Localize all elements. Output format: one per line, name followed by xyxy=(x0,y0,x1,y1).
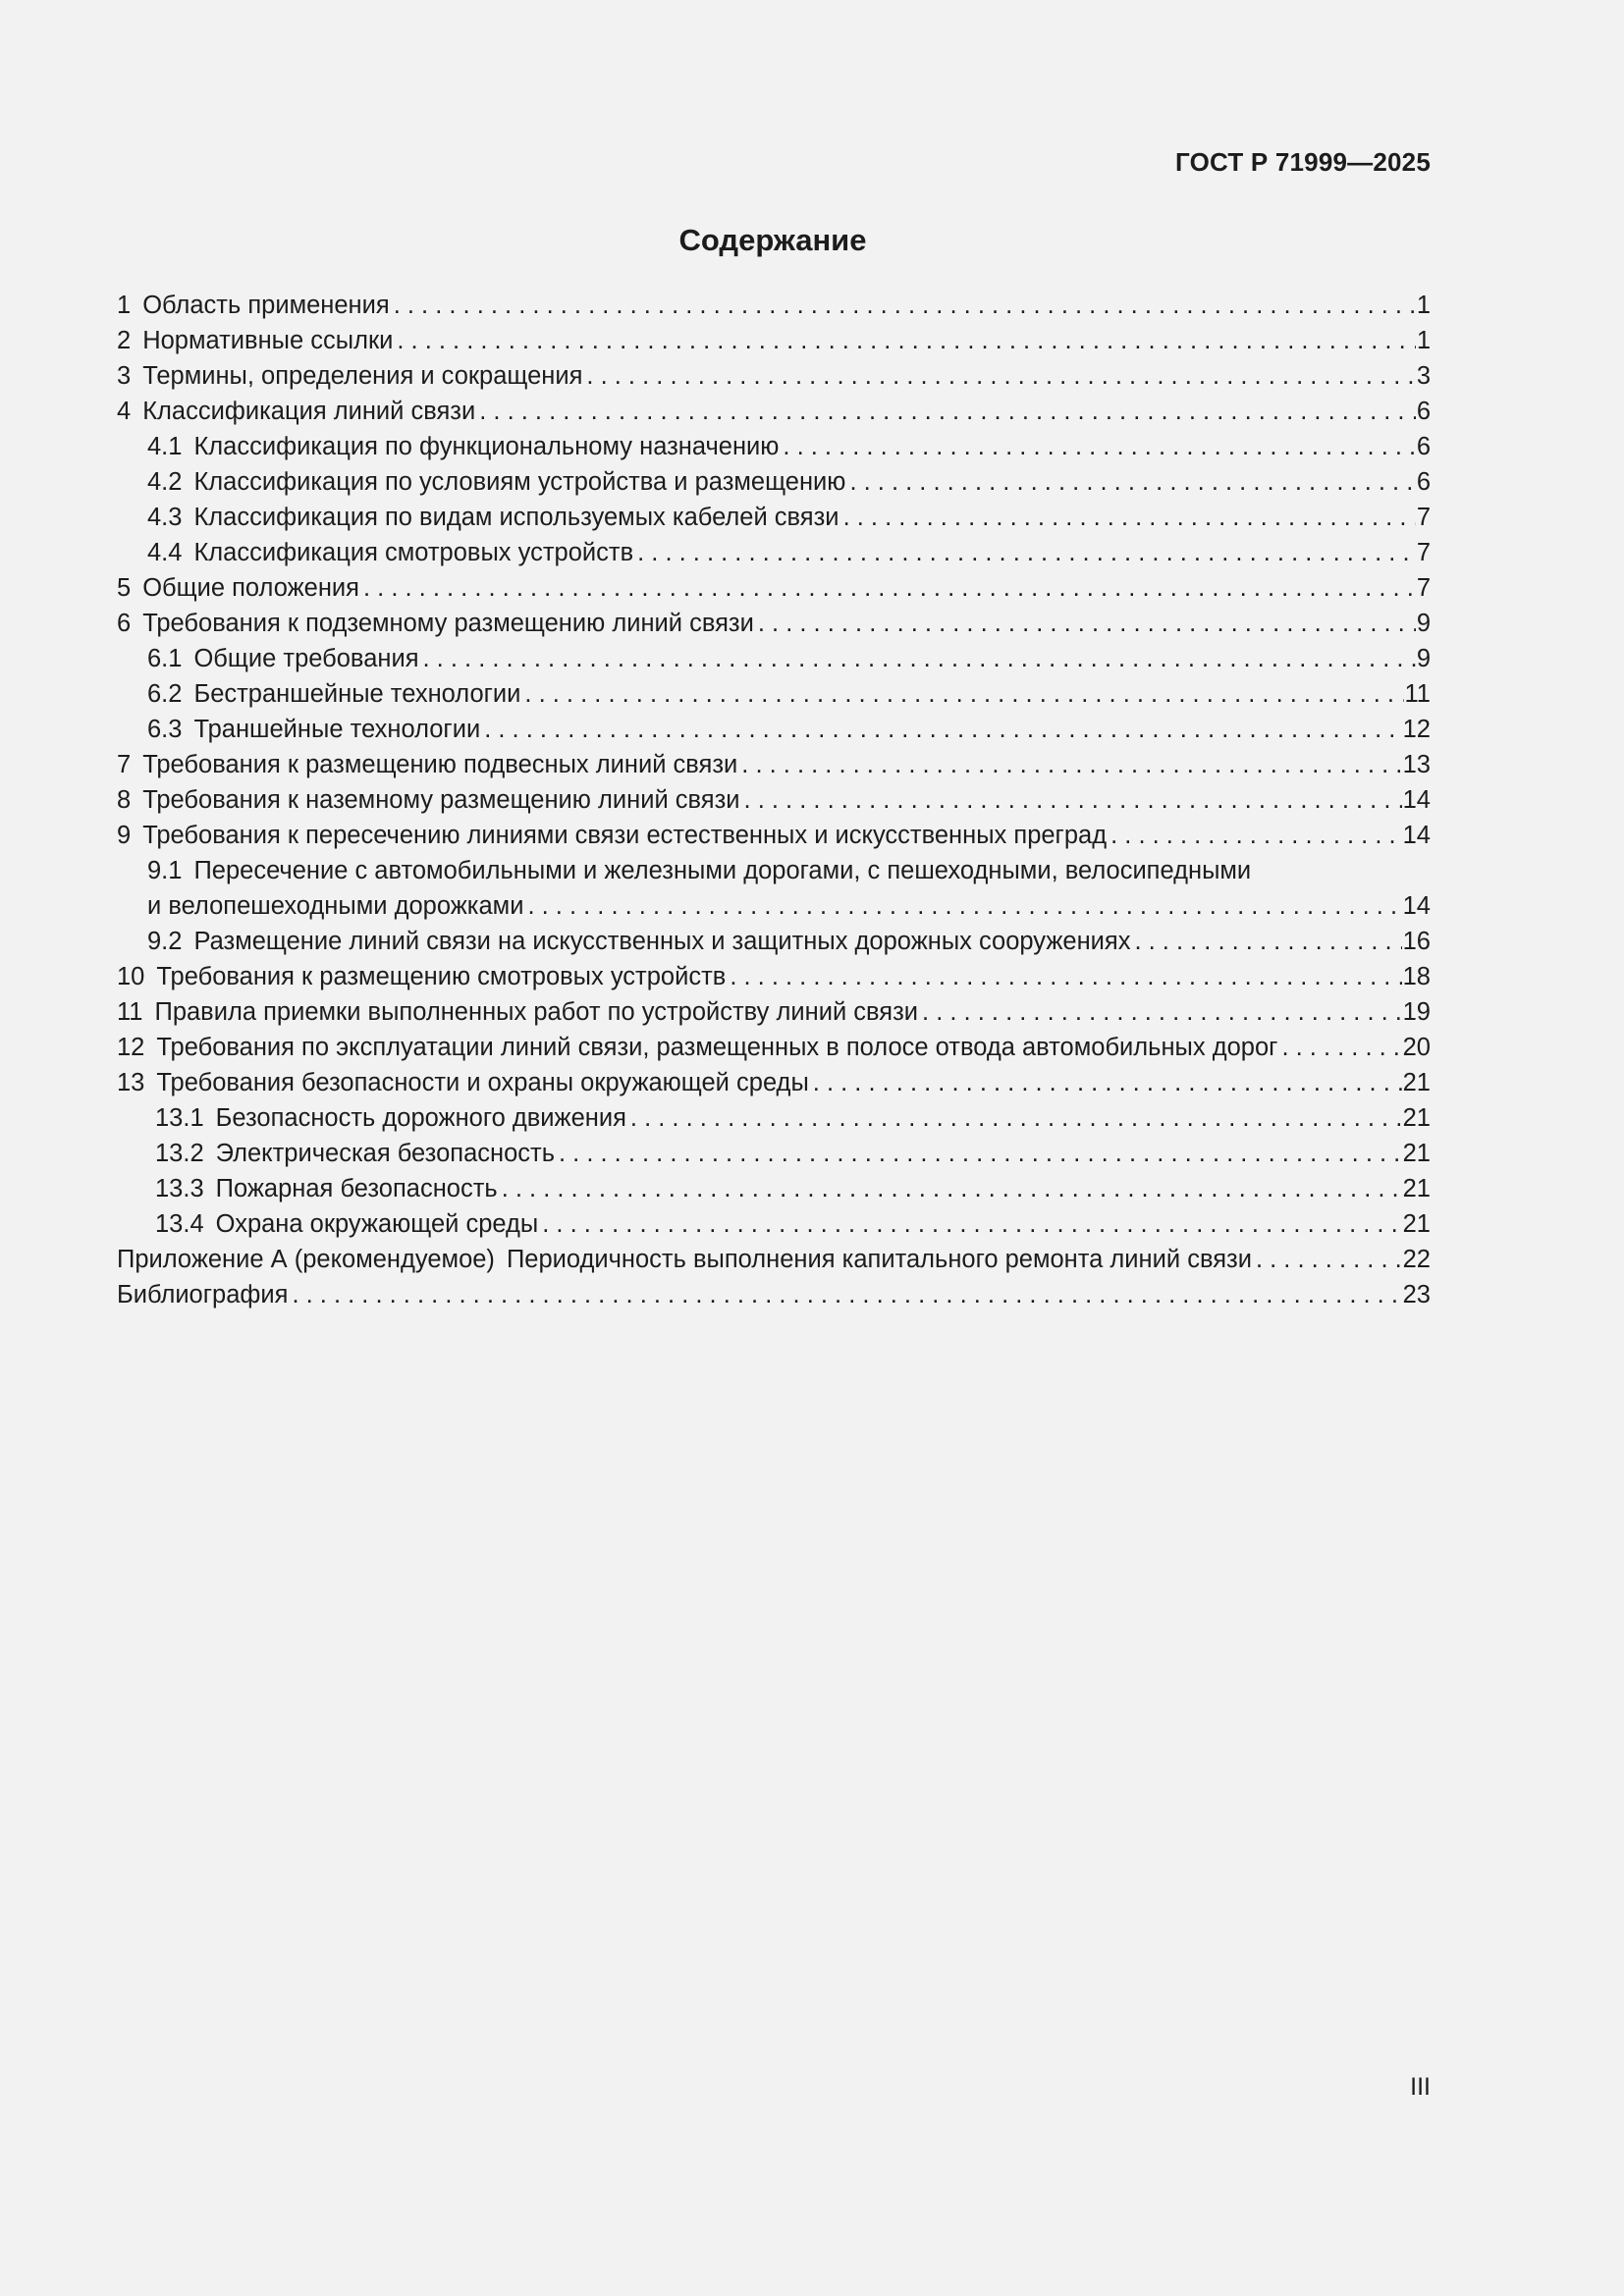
toc-item-4-4[interactable]: 4.4 Классификация смотровых устройств . . . 7 xyxy=(117,535,1431,570)
toc-item-13[interactable]: 13 Требования безопасности и охраны окружающей среды . . . 21 xyxy=(117,1065,1431,1100)
toc-item-1[interactable]: 1 Область применения . . . 1 xyxy=(117,288,1431,323)
page-number: III xyxy=(1410,2073,1431,2101)
toc-item-5[interactable]: 5 Общие положения . . . 7 xyxy=(117,570,1431,606)
toc-item-7[interactable]: 7 Требования к размещению подвесных линий связи . . . 13 xyxy=(117,747,1431,782)
toc-item-13-4[interactable]: 13.4 Охрана окружающей среды . . . 21 xyxy=(117,1206,1431,1242)
toc-item-10[interactable]: 10 Требования к размещению смотровых устройств . . . 18 xyxy=(117,959,1431,994)
toc-item-13-1[interactable]: 13.1 Безопасность дорожного движения . . . 21 xyxy=(117,1100,1431,1136)
toc-item-6[interactable]: 6 Требования к подземному размещению линий связи . . . 9 xyxy=(117,606,1431,641)
toc-item-4-2[interactable]: 4.2 Классификация по условиям устройства и размещению . . . 6 xyxy=(117,464,1431,500)
toc-item-9-1[interactable]: 9.1 Пересечение с автомобильными и железными дорогами, с пешеходными, велосипедными и велопешеходными дорожками . . . 14 xyxy=(117,853,1431,924)
toc-item-6-1[interactable]: 6.1 Общие требования . . . 9 xyxy=(117,641,1431,676)
toc-item-6-2[interactable]: 6.2 Бестраншейные технологии . . . 11 xyxy=(117,676,1431,712)
toc-item-4[interactable]: 4 Классификация линий связи . . . 6 xyxy=(117,394,1431,429)
toc-item-9-2[interactable]: 9.2 Размещение линий связи на искусственных и защитных дорожных сооружениях . . . 16 xyxy=(117,924,1431,959)
toc-item-2[interactable]: 2 Нормативные ссылки . . . 1 xyxy=(117,323,1431,358)
toc-item-bibliography[interactable]: Библиография . . . 23 xyxy=(117,1277,1431,1312)
toc-item-9[interactable]: 9 Требования к пересечению линиями связи естественных и искусственных преград . . . 14 xyxy=(117,818,1431,853)
toc-item-11[interactable]: 11 Правила приемки выполненных работ по устройству линий связи . . . 19 xyxy=(117,994,1431,1030)
toc-item-4-3[interactable]: 4.3 Классификация по видам используемых кабелей связи . . . 7 xyxy=(117,500,1431,535)
document-code: ГОСТ Р 71999—2025 xyxy=(1175,147,1431,177)
toc-item-13-2[interactable]: 13.2 Электрическая безопасность . . . 21 xyxy=(117,1136,1431,1171)
toc-item-12[interactable]: 12 Требования по эксплуатации линий связи, размещенных в полосе отвода автомобильных дорог . . . 20 xyxy=(117,1030,1431,1065)
toc-item-4-1[interactable]: 4.1 Классификация по функциональному назначению . . . 6 xyxy=(117,429,1431,464)
toc-item-3[interactable]: 3 Термины, определения и сокращения . . . 3 xyxy=(117,358,1431,394)
toc-item-8[interactable]: 8 Требования к наземному размещению линий связи . . . 14 xyxy=(117,782,1431,818)
toc-item-appendix-a[interactable]: Приложение А (рекомендуемое) Периодичность выполнения капитального ремонта линий связи . . . 22 xyxy=(117,1242,1431,1277)
page-title: Содержание xyxy=(678,223,867,257)
toc-item-13-3[interactable]: 13.3 Пожарная безопасность . . . 21 xyxy=(117,1171,1431,1206)
toc-item-6-3[interactable]: 6.3 Траншейные технологии . . . 12 xyxy=(117,712,1431,747)
table-of-contents xyxy=(117,288,1431,1312)
